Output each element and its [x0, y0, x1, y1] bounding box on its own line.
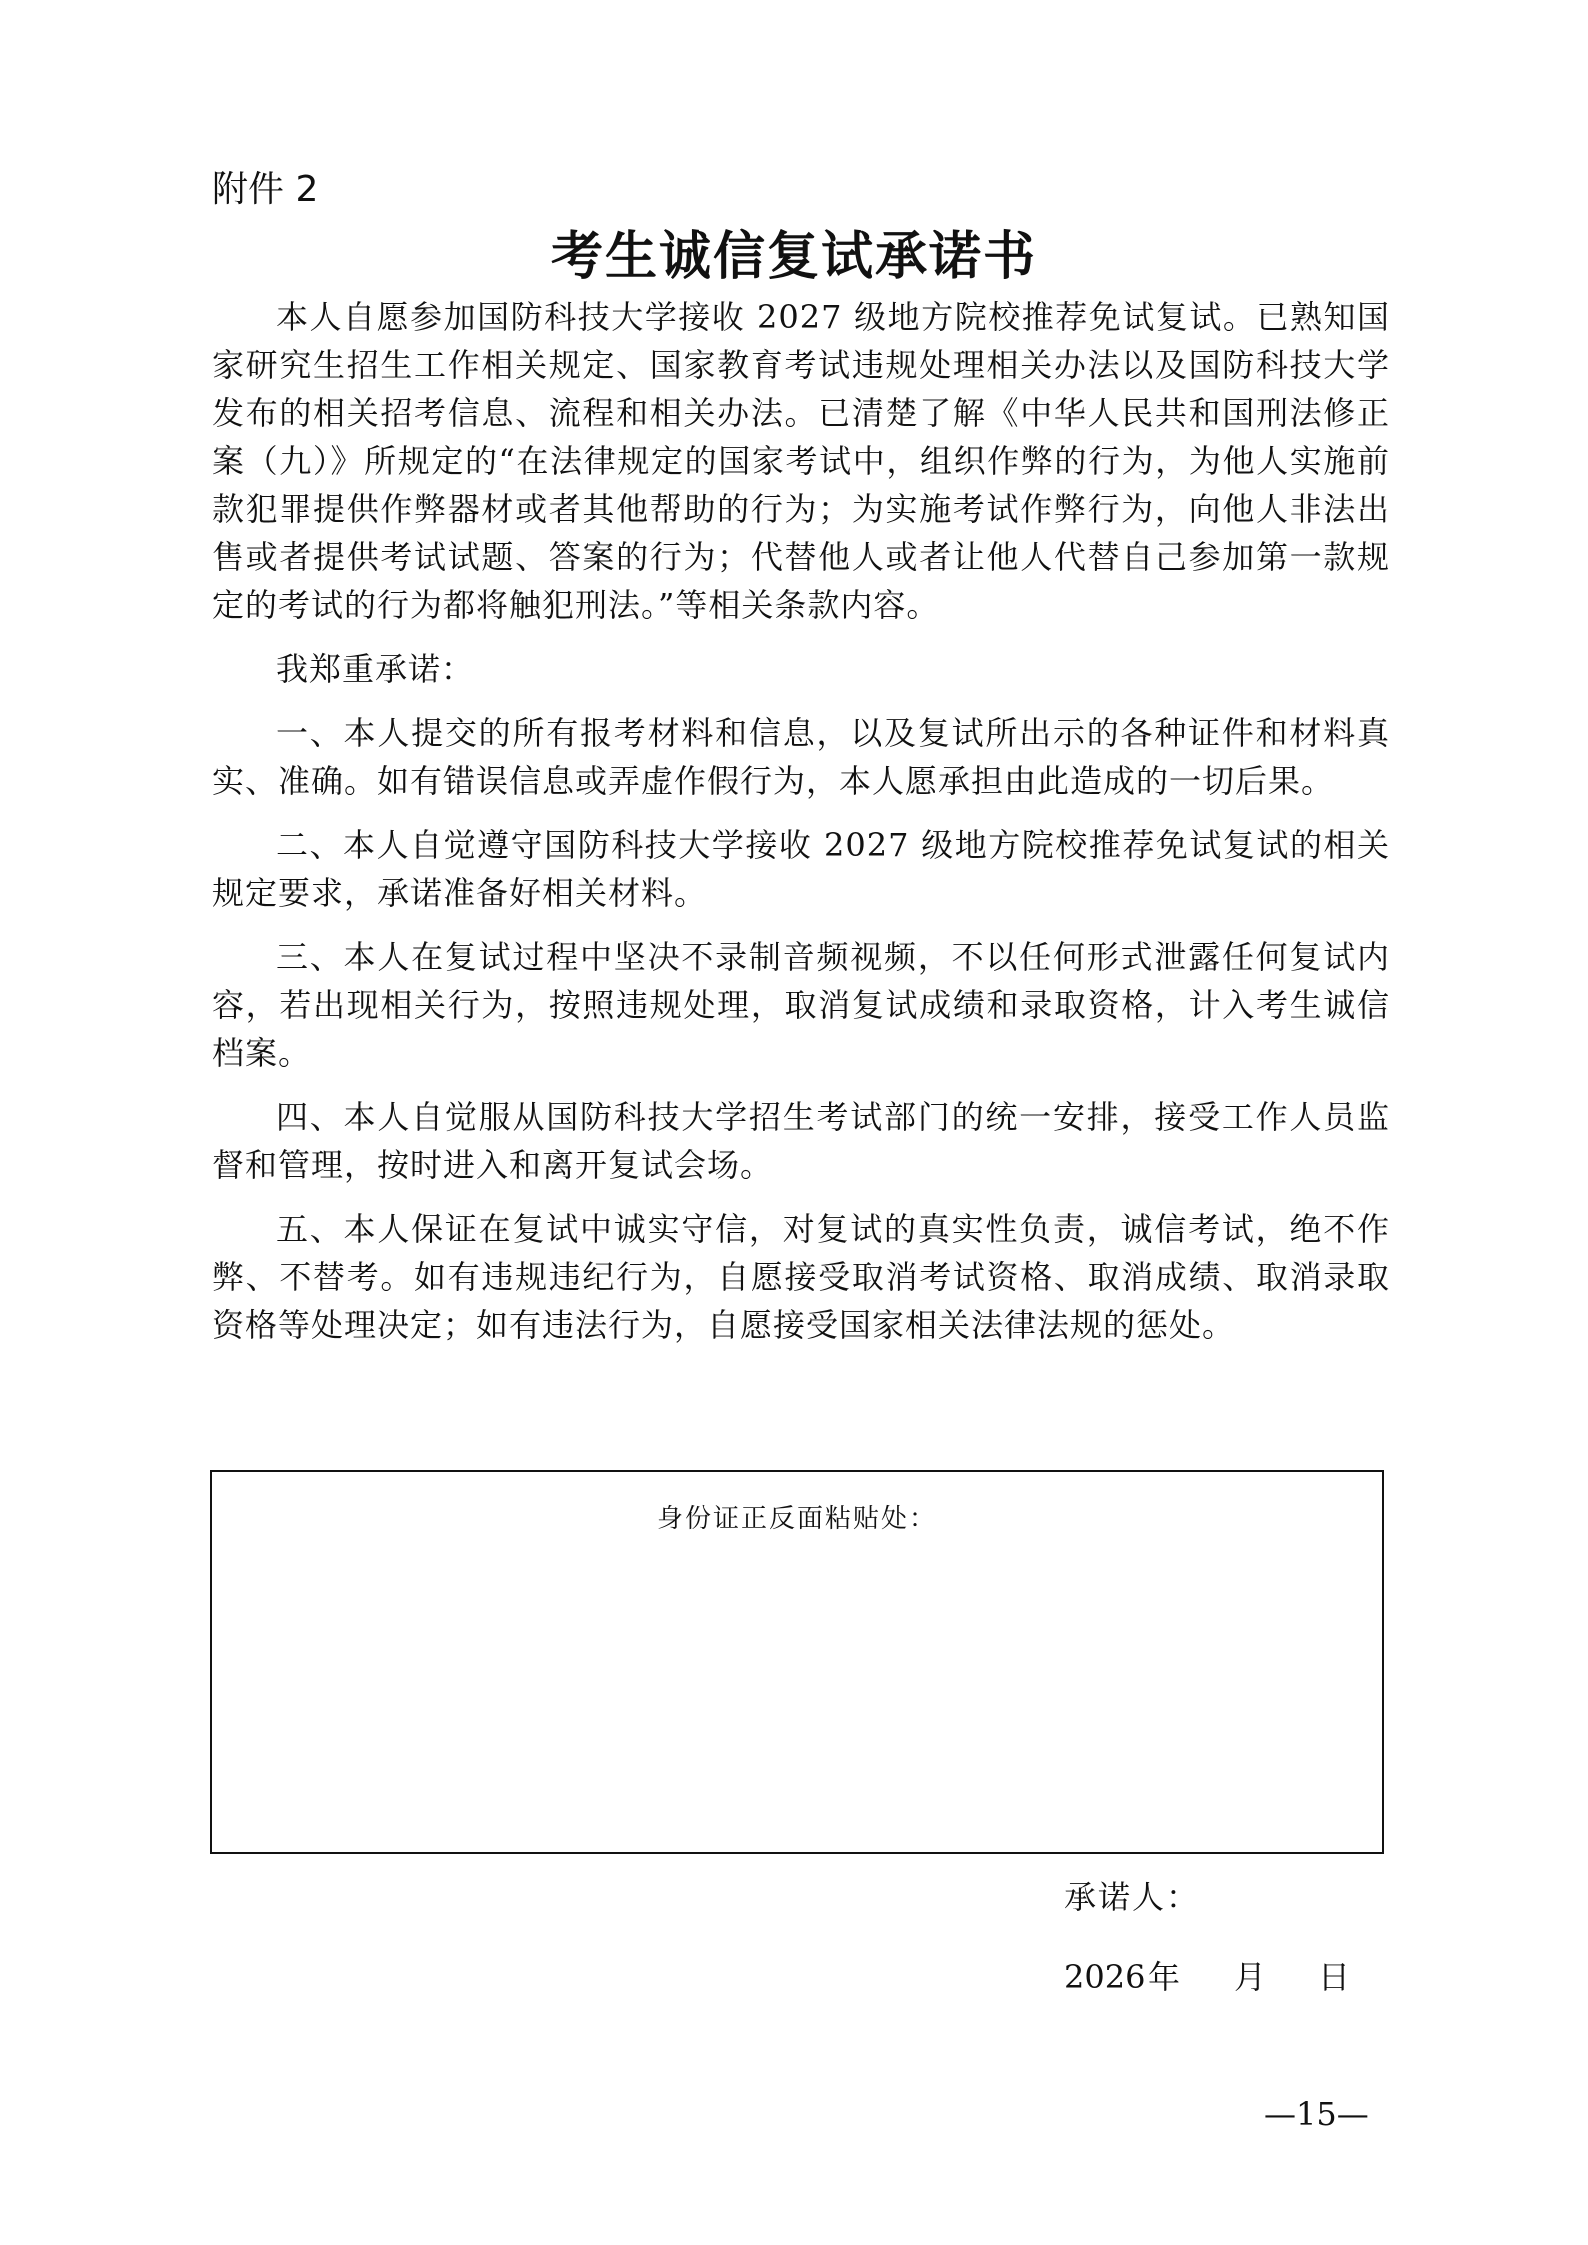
pledge-item-1: 一、本人提交的所有报考材料和信息，以及复试所出示的各种证件和材料真实、准确。如有错误信息或弄虚作假行为，本人愿承担由此造成的一切后果。: [212, 714, 1390, 800]
document-title: 考生诚信复试承诺书: [550, 227, 1037, 287]
attachment-label: 附件 2: [212, 169, 319, 210]
page-number: —15—: [1264, 2095, 1369, 2133]
date-year-label: 年: [1148, 1958, 1181, 1996]
signature-date: [1064, 1954, 1350, 2000]
date-day-label: 日: [1318, 1958, 1351, 1996]
id-card-paste-box: [210, 1470, 1384, 1854]
date-month-label: 月: [1234, 1958, 1267, 1996]
pledge-item-2: 二、本人自觉遵守国防科技大学接收 2027 级地方院校推荐免试复试的相关规定要求，承诺准备好相关材料。: [212, 826, 1390, 912]
date-year: 2026: [1064, 1958, 1146, 1996]
intro-paragraph: 本人自愿参加国防科技大学接收 2027 级地方院校推荐免试复试。已熟知国家研究生招生工作相关规定、国家教育考试违规处理相关办法以及国防科技大学发布的相关招考信息、流程和相关办法。已清楚了解《中华人民共和国刑法修正案（九）》所规定的“在法律规定的国家考试中，组织作弊的行为，为他人实施前款犯罪提供作弊器材或者其他帮助的行为；为实施考试作弊行为，向他人非法出售或者提供考试试题、答案的行为；代替他人或者让他人代替自己参加第一款规定的考试的行为都将触犯刑法。”等相关条款内容。: [212, 298, 1390, 624]
pledge-item-3: 三、本人在复试过程中坚决不录制音频视频，不以任何形式泄露任何复试内容，若出现相关行为，按照违规处理，取消复试成绩和录取资格，计入考生诚信档案。: [212, 938, 1390, 1072]
pledge-heading: 我郑重承诺：: [276, 650, 475, 688]
pledge-item-4: 四、本人自觉服从国防科技大学招生考试部门的统一安排，接受工作人员监督和管理，按时进入和离开复试会场。: [212, 1098, 1390, 1184]
document-body: [212, 293, 1390, 1349]
signer-label: 承诺人：: [1064, 1878, 1201, 1916]
id-card-paste-label: 身份证正反面粘贴处：: [656, 1504, 937, 1534]
pledge-item-5: 五、本人保证在复试中诚实守信，对复试的真实性负责，诚信考试，绝不作弊、不替考。如有违规违纪行为，自愿接受取消考试资格、取消成绩、取消录取资格等处理决定；如有违法行为，自愿接受国家相关法律法规的惩处。: [212, 1210, 1390, 1344]
